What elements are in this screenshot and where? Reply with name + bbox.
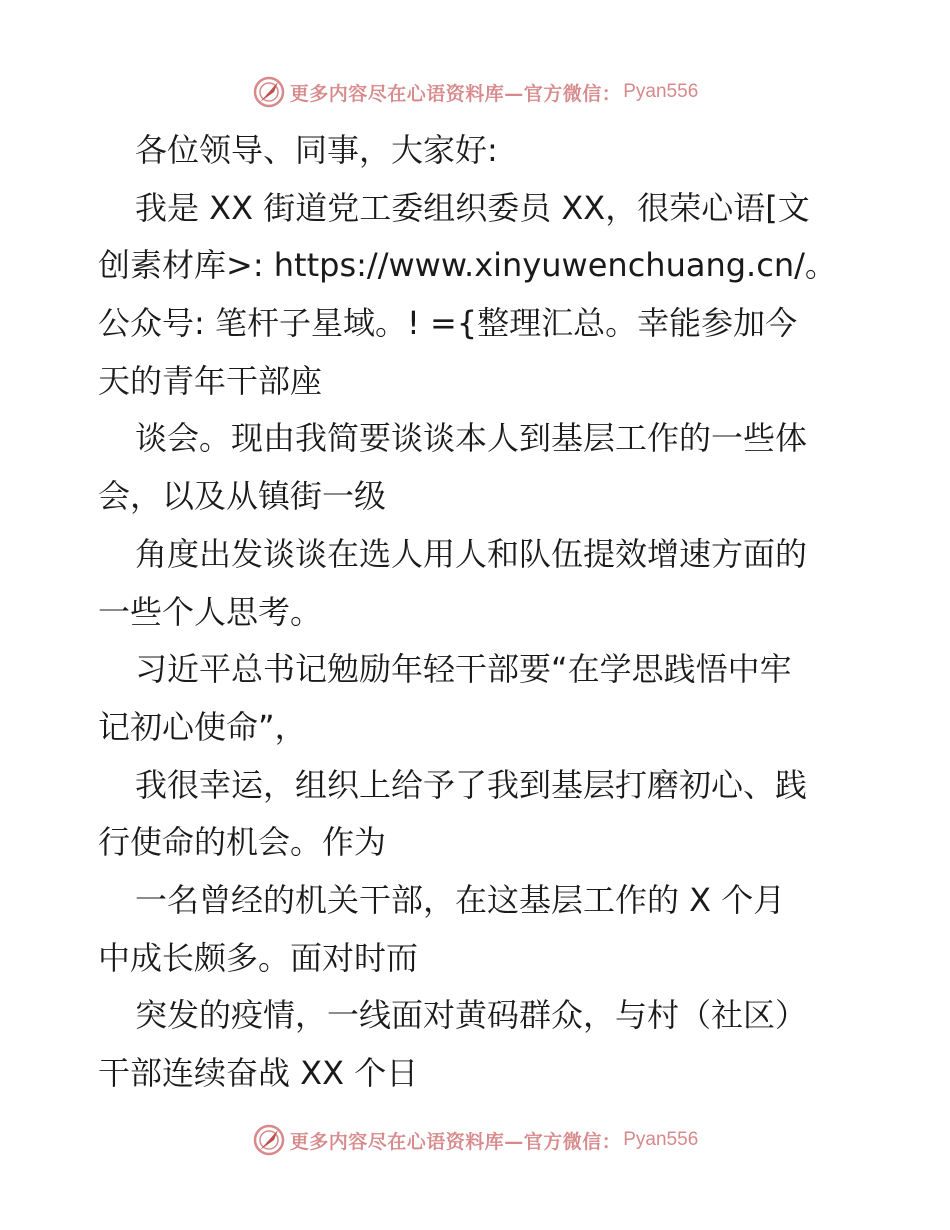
text-line: 天的青年干部座 <box>98 361 323 400</box>
text-line: 公众号: 笔杆子星域。! ={整理汇总。幸能参加今 <box>98 304 798 343</box>
watermark-text: 更多内容尽在心语资料库—官方微信： <box>289 82 622 105</box>
footer-watermark <box>0 1120 950 1160</box>
text-line: 行使命的机会。作为 <box>98 823 387 862</box>
text-line: 创素材库>: https://www.xinyuwenchuang.cn/。 <box>98 246 837 285</box>
text-line: 各位领导、同事，大家好: <box>135 131 498 169</box>
text-line: 角度出发谈谈在选人用人和队伍提效增速方面的 <box>135 534 808 573</box>
text-line: 记初心使命”， <box>98 707 307 746</box>
text-line: 我是 XX 街道党工委组织委员 XX，很荣心语[文 <box>135 188 810 227</box>
body-text <box>98 122 858 1103</box>
watermark-handle: Pyan556 <box>623 81 699 102</box>
header-watermark <box>0 72 950 112</box>
text-line: 突发的疫情，一线面对黄码群众，与村（社区） <box>135 996 808 1035</box>
text-line: 我很幸运，组织上给予了我到基层打磨初心、践 <box>135 765 808 804</box>
text-line: 一名曾经的机关干部，在这基层工作的 X 个月 <box>135 880 786 919</box>
text-line: 会，以及从镇街一级 <box>98 477 387 516</box>
watermark-text: 更多内容尽在心语资料库—官方微信： <box>289 1130 622 1153</box>
text-line: 中成长颇多。面对时而 <box>98 938 419 977</box>
text-line: 干部连续奋战 XX 个日 <box>98 1054 419 1092</box>
text-line: 谈会。现由我简要谈谈本人到基层工作的一些体 <box>135 419 808 458</box>
text-line: 一些个人思考。 <box>98 592 323 631</box>
quill-logo-icon <box>252 75 286 109</box>
text-line: 习近平总书记勉励年轻干部要“在学思践悟中牢 <box>135 650 792 689</box>
watermark-handle: Pyan556 <box>623 1129 699 1150</box>
quill-logo-icon <box>252 1123 286 1157</box>
